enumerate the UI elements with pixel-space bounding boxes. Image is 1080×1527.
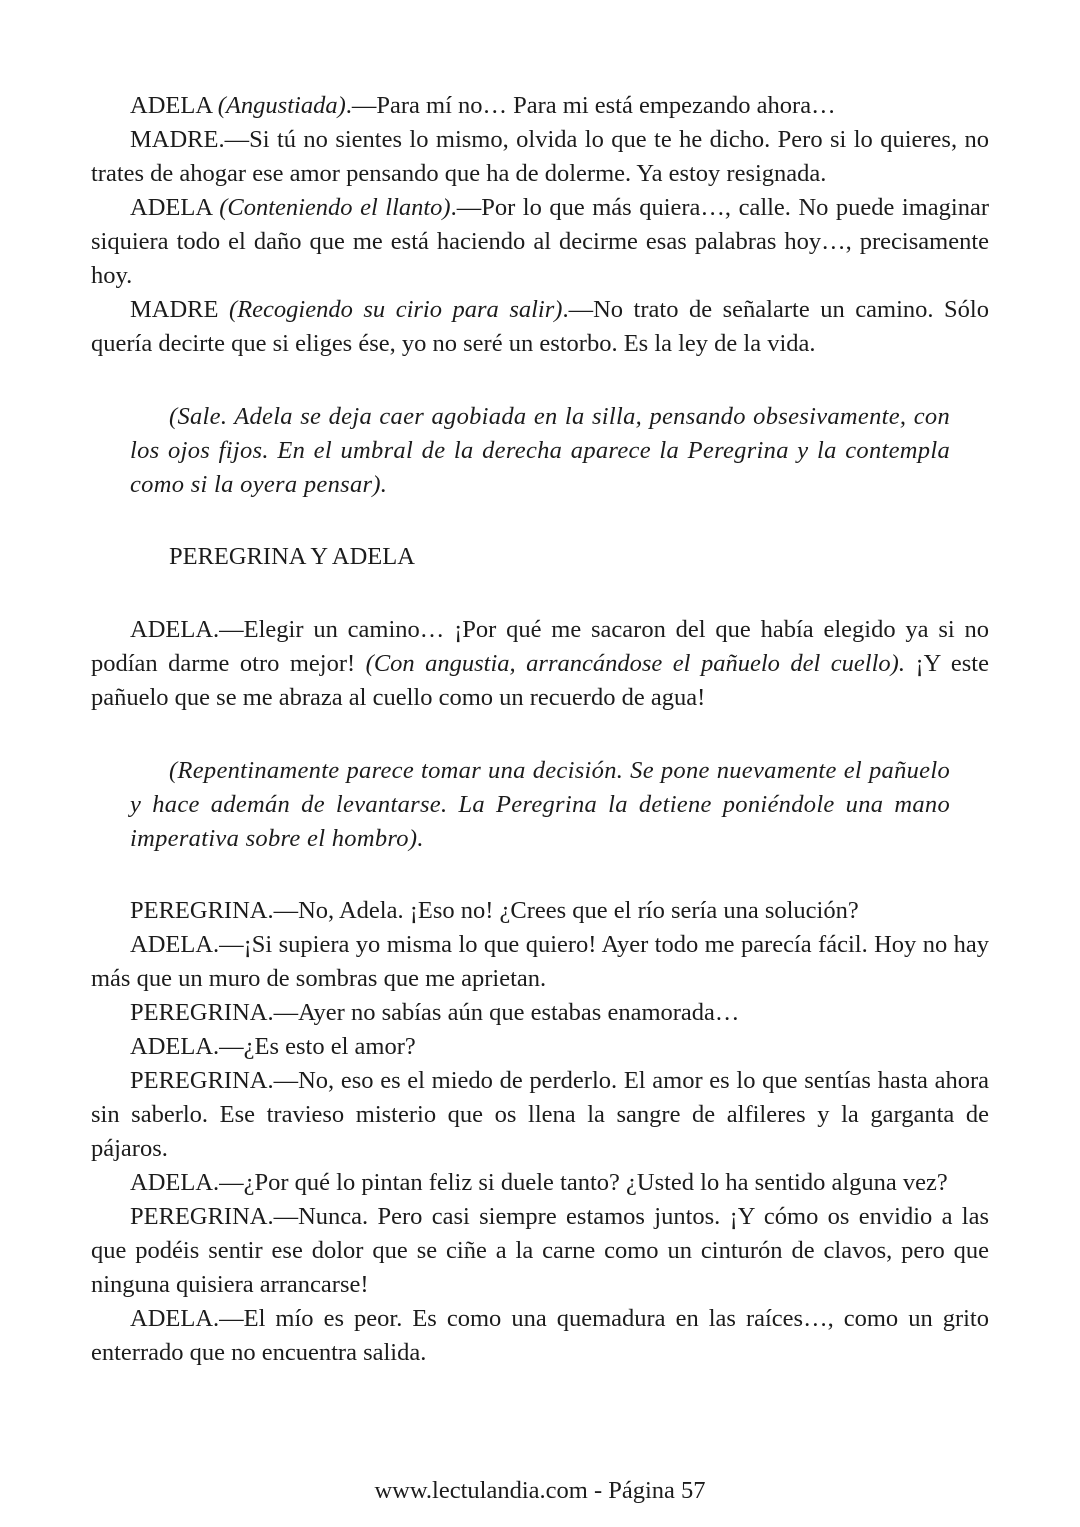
- dialogue-paragraph: [91, 996, 989, 1030]
- stage-aside: (Angustiada): [217, 92, 346, 119]
- speech-text: .—Si tú no sientes lo mismo, olvida lo que te he dicho. Pero si lo quieres, no trates de ahogar ese amor pensando que ha de dolerme. Ya estoy resignada.: [91, 126, 989, 187]
- dialogue-paragraph: [91, 1166, 989, 1200]
- speech-text: .—No, Adela. ¡Eso no! ¿Crees que el río sería una solución?: [267, 897, 859, 924]
- speaker: PEREGRINA: [130, 897, 268, 924]
- speaker: MADRE: [130, 296, 219, 323]
- stage-direction: (Sale. Adela se deja caer agobiada en la silla, pensando obsesivamente, con los ojos fijos. En el umbral de la derecha aparece la Peregrina y la contempla como si la oyera pensar).: [130, 403, 950, 498]
- dialogue-paragraph: [91, 191, 989, 293]
- dialogue-paragraph: [91, 293, 989, 361]
- dialogue-paragraph: [91, 89, 989, 123]
- speech-text: ¡Y este pañuelo que se me abraza al cuello como un recuerdo de agua!: [91, 650, 989, 711]
- stage-aside: (Conteniendo el llanto): [219, 194, 451, 221]
- speaker: ADELA: [130, 92, 212, 119]
- speaker: PEREGRINA: [130, 999, 268, 1026]
- speech-text: .—Para mí no… Para mi está empezando ahora…: [345, 92, 836, 119]
- speaker: ADELA: [130, 194, 212, 221]
- speech-text: .—¿Es esto el amor?: [213, 1033, 416, 1060]
- speaker: MADRE: [130, 126, 219, 153]
- speech-text: .—No, eso es el miedo de perderlo. El amor es lo que sentías hasta ahora sin saberlo. Ese travieso misterio que os llena la sangre de alfileres y la garganta de pájaros.: [91, 1067, 989, 1162]
- page-body: [91, 89, 989, 1370]
- speaker: ADELA: [130, 931, 214, 958]
- speech-text: .—No trato de señalarte un camino. Sólo quería decirte que si eliges ése, yo no seré un estorbo. Es la ley de la vida.: [91, 296, 989, 357]
- speech-text: .—El mío es peor. Es como una quemadura en las raíces…, como un grito enterrado que no encuentra salida.: [91, 1305, 989, 1366]
- stage-direction: (Repentinamente parece tomar una decisión. Se pone nuevamente el pañuelo y hace ademán de levantarse. La Peregrina la detiene poniéndole una mano imperativa sobre el hombro).: [130, 757, 950, 852]
- page-footer: www.lectulandia.com - Página 57: [374, 1477, 706, 1504]
- dialogue-paragraph: [91, 1064, 989, 1166]
- dialogue-paragraph: [91, 928, 989, 996]
- stage-aside: (Con angustia, arrancándose el pañuelo del cuello).: [365, 650, 905, 677]
- speech-text: .—Nunca. Pero casi siempre estamos juntos. ¡Y cómo os envidio a las que podéis sentir ese dolor que se ciñe a la carne como un cinturón de clavos, pero que ninguna quisiera arrancarse!: [91, 1203, 989, 1298]
- dialogue-paragraph: [91, 1030, 989, 1064]
- speech-text: .—Por lo que más quiera…, calle. No puede imaginar siquiera todo el daño que me está haciendo al decirme esas palabras hoy…, precisamente hoy.: [91, 194, 989, 289]
- scene-heading: PEREGRINA Y ADELA: [169, 543, 415, 570]
- stage-aside: (Recogiendo su cirio para salir): [229, 296, 563, 323]
- speech-text: .—¿Por qué lo pintan feliz si duele tanto? ¿Usted lo ha sentido alguna vez?: [213, 1169, 948, 1196]
- dialogue-paragraph: [91, 123, 989, 191]
- speech-text: .—Ayer no sabías aún que estabas enamorada…: [267, 999, 740, 1026]
- dialogue-paragraph: [91, 894, 989, 928]
- speaker: ADELA: [130, 616, 214, 643]
- speech-text: .—¡Si supiera yo misma lo que quiero! Ayer todo me parecía fácil. Hoy no hay más que un muro de sombras que me aprietan.: [91, 931, 989, 992]
- speech-text: .—Elegir un camino… ¡Por qué me sacaron del que había elegido ya si no podían darme otro mejor!: [91, 616, 989, 677]
- speaker: PEREGRINA: [130, 1203, 268, 1230]
- speaker: ADELA: [130, 1169, 214, 1196]
- speaker: PEREGRINA: [130, 1067, 268, 1094]
- dialogue-paragraph: [91, 1302, 989, 1370]
- speaker: ADELA: [130, 1033, 214, 1060]
- dialogue-paragraph: [91, 613, 989, 715]
- speaker: ADELA: [130, 1305, 214, 1332]
- dialogue-paragraph: [91, 1200, 989, 1302]
